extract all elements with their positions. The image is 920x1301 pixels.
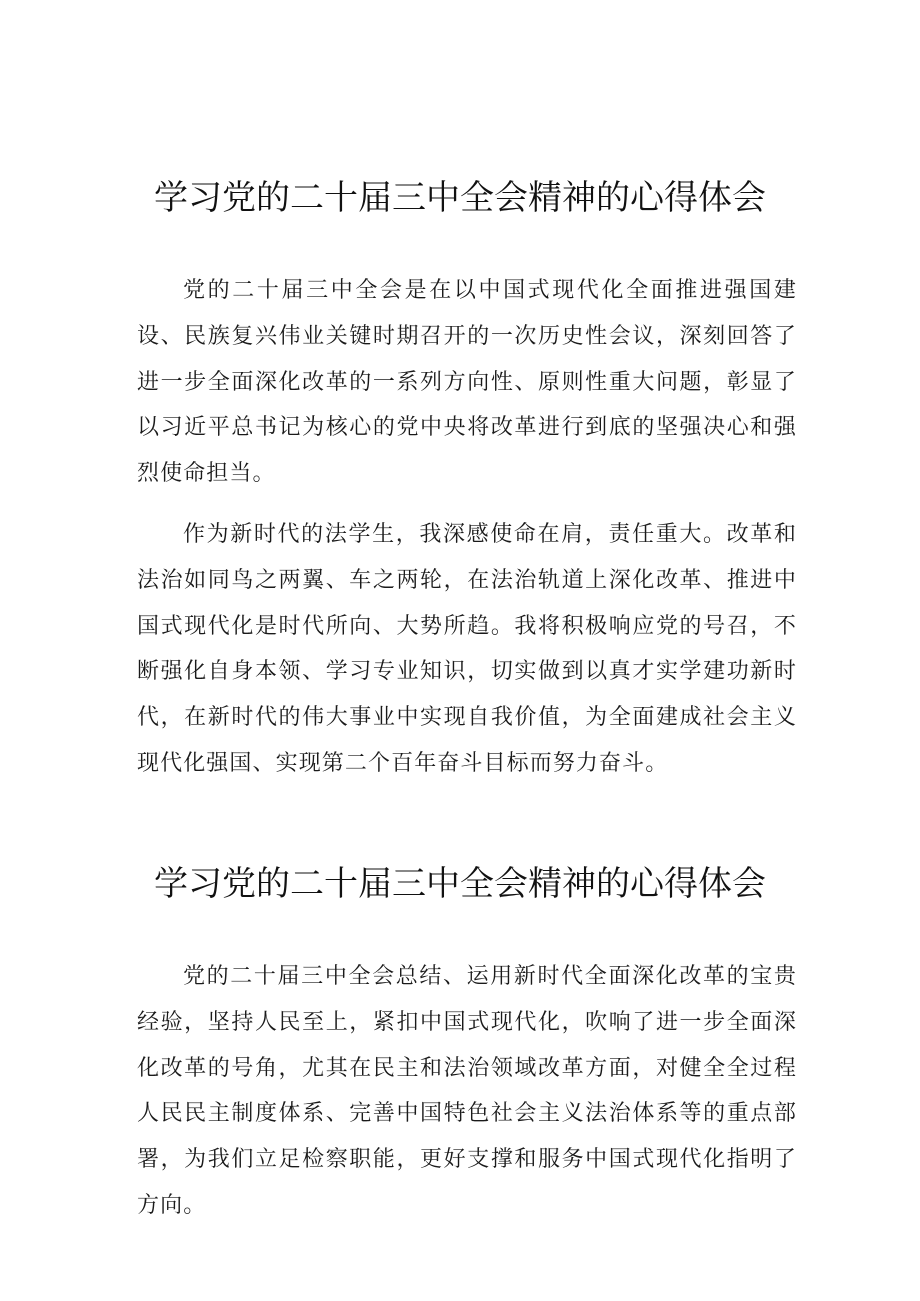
section-1-paragraph-1: 党的二十届三中全会是在以中国式现代化全面推进强国建设、民族复兴伟业关键时期召开的一次历史性会议，深刻回答了进一步全面深化改革的一系列方向性、原则性重大问题，彰显了以习近平总书记为核心的党中央将改革进行到底的坚强决心和强烈使命担当。 [137, 278, 797, 487]
section-1-paragraph-2: 作为新时代的法学生，我深感使命在肩，责任重大。改革和法治如同鸟之两翼、车之两轮，在法治轨道上深化改革、推进中国式现代化是时代所向、大势所趋。我将积极响应党的号召，不断强化自身本领、学习专业知识，切实做到以真才实学建功新时代，在新时代的伟大事业中实现自我价值，为全面建成社会主义现代化强国、实现第二个百年奋斗目标而努力奋斗。 [137, 522, 797, 776]
section-1-title: 学习党的二十届三中全会精神的心得体会 [154, 178, 766, 218]
section-2-paragraph-1: 党的二十届三中全会总结、运用新时代全面深化改革的宝贵经验，坚持人民至上，紧扣中国式现代化，吹响了进一步全面深化改革的号角，尤其在民主和法治领域改革方面，对健全全过程人民民主制度体系、完善中国特色社会主义法治体系等的重点部署，为我们立足检察职能，更好支撑和服务中国式现代化指明了方向。 [137, 964, 797, 1218]
section-2-title: 学习党的二十届三中全会精神的心得体会 [154, 864, 766, 904]
